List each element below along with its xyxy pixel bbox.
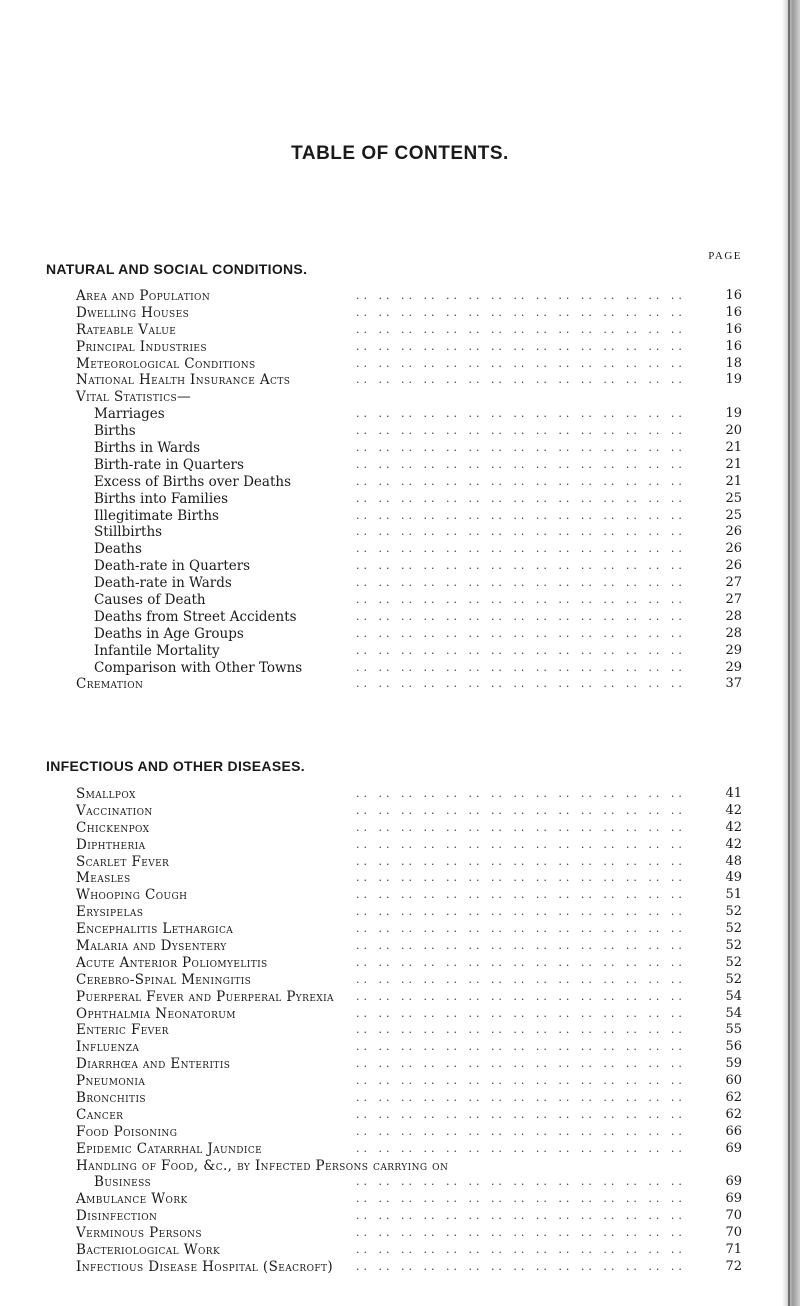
section-heading-natural: NATURAL AND SOCIAL CONDITIONS. xyxy=(46,261,308,277)
entry-title: Death-rate in Quarters xyxy=(94,558,253,575)
entry-page-number: 21 xyxy=(712,440,742,457)
dot-leader: .. .. .. .. .. .. .. .. .. .. .. .. .. .. .. xyxy=(356,441,686,455)
dot-leader: .. .. .. .. .. .. .. .. .. .. .. .. .. .. .. xyxy=(356,1141,686,1155)
entry-page-number: 59 xyxy=(712,1056,742,1073)
entry-title: Influenza xyxy=(76,1039,142,1056)
entry-page-number: 42 xyxy=(712,837,742,854)
entry-title: Measles xyxy=(76,870,134,887)
page-edge-line xyxy=(788,0,790,1306)
dot-leader: .. .. .. .. .. .. .. .. .. .. .. .. .. .. .. xyxy=(356,559,686,573)
contents-entry xyxy=(76,288,742,305)
entry-page-number: 41 xyxy=(712,786,742,803)
entry-page-number: 19 xyxy=(712,372,742,389)
entry-title: Infectious Disease Hospital (Seacroft) xyxy=(76,1259,336,1276)
entry-page-number: 21 xyxy=(712,474,742,491)
contents-entry xyxy=(76,643,742,660)
entry-page-number: 49 xyxy=(712,870,742,887)
contents-entry xyxy=(76,372,742,389)
entry-page-number: 26 xyxy=(712,558,742,575)
dot-leader: .. .. .. .. .. .. .. .. .. .. .. .. .. .. .. xyxy=(356,457,686,471)
dot-leader: .. .. .. .. .. .. .. .. .. .. .. .. .. .. .. xyxy=(356,837,686,851)
dot-leader: .. .. .. .. .. .. .. .. .. .. .. .. .. .. .. xyxy=(356,626,686,640)
contents-entry xyxy=(76,423,742,440)
entry-page-number: 37 xyxy=(712,676,742,693)
entry-title: Bacteriological Work xyxy=(76,1242,223,1259)
contents-entry xyxy=(76,406,742,423)
entry-page-number: 21 xyxy=(712,457,742,474)
entry-page-number: 72 xyxy=(712,1259,742,1276)
dot-leader: .. .. .. .. .. .. .. .. .. .. .. .. .. .. .. xyxy=(356,677,686,691)
contents-entry xyxy=(76,1141,742,1158)
contents-entry xyxy=(76,474,742,491)
dot-leader: .. .. .. .. .. .. .. .. .. .. .. .. .. .. .. xyxy=(356,1040,686,1054)
dot-leader: .. .. .. .. .. .. .. .. .. .. .. .. .. .. .. xyxy=(356,373,686,387)
entry-title: Rateable Value xyxy=(76,322,179,339)
entry-page-number: 25 xyxy=(712,491,742,508)
contents-entry xyxy=(76,854,742,871)
contents-entry xyxy=(76,389,742,406)
dot-leader: .. .. .. .. .. .. .. .. .. .. .. .. .. .. .. xyxy=(356,1006,686,1020)
dot-leader: .. .. .. .. .. .. .. .. .. .. .. .. .. .. .. xyxy=(356,609,686,623)
entry-title: Births into Families xyxy=(94,491,231,508)
page-title: TABLE OF CONTENTS. xyxy=(291,143,509,164)
entry-title: Stillbirths xyxy=(94,524,165,541)
contents-entry xyxy=(76,524,742,541)
contents-entry xyxy=(76,1191,742,1208)
entry-page-number: 70 xyxy=(712,1225,742,1242)
entry-page-number: 62 xyxy=(712,1090,742,1107)
dot-leader: .. .. .. .. .. .. .. .. .. .. .. .. .. .. .. xyxy=(356,939,686,953)
contents-entry xyxy=(76,575,742,592)
entry-page-number: 29 xyxy=(712,643,742,660)
entry-page-number: 29 xyxy=(712,660,742,677)
page-column-label: PAGE xyxy=(708,250,742,262)
entry-page-number: 66 xyxy=(712,1124,742,1141)
entry-page-number: 42 xyxy=(712,820,742,837)
dot-leader: .. .. .. .. .. .. .. .. .. .. .. .. .. .. .. xyxy=(356,905,686,919)
dot-leader: .. .. .. .. .. .. .. .. .. .. .. .. .. .. .. xyxy=(356,289,686,302)
entry-title: Illegitimate Births xyxy=(94,508,222,525)
contents-entry xyxy=(76,322,742,339)
entry-page-number: 16 xyxy=(712,339,742,356)
contents-entry xyxy=(76,1158,742,1175)
dot-leader: .. .. .. .. .. .. .. .. .. .. .. .. .. .. .. xyxy=(356,1023,686,1037)
entry-page-number: 69 xyxy=(712,1174,742,1191)
dot-leader: .. .. .. .. .. .. .. .. .. .. .. .. .. .. .. xyxy=(356,972,686,986)
contents-entry xyxy=(76,989,742,1006)
entry-page-number: 48 xyxy=(712,854,742,871)
entry-page-number: 69 xyxy=(712,1191,742,1208)
page-edge-shadow xyxy=(782,0,800,1306)
entry-title: Births in Wards xyxy=(94,440,203,457)
contents-entry xyxy=(76,837,742,854)
contents-entry xyxy=(76,938,742,955)
entry-title: Business xyxy=(94,1174,154,1191)
entry-title: Cremation xyxy=(76,676,146,693)
entry-title: Chickenpox xyxy=(76,820,152,837)
dot-leader: .. .. .. .. .. .. .. .. .. .. .. .. .. .. .. xyxy=(356,1192,686,1206)
contents-entry xyxy=(76,1174,742,1191)
entry-title: Puerperal Fever and Puerperal Pyrexia xyxy=(76,989,337,1006)
entry-title: Infantile Mortality xyxy=(94,643,223,660)
contents-entry xyxy=(76,356,742,373)
contents-entry xyxy=(76,904,742,921)
entry-page-number: 55 xyxy=(712,1022,742,1039)
dot-leader: .. .. .. .. .. .. .. .. .. .. .. .. .. .. .. xyxy=(356,322,686,336)
entry-title: Malaria and Dysentery xyxy=(76,938,230,955)
dot-leader: .. .. .. .. .. .. .. .. .. .. .. .. .. .. .. xyxy=(356,1057,686,1071)
entry-title: Cancer xyxy=(76,1107,126,1124)
entry-title: Marriages xyxy=(94,406,168,423)
section-heading-infectious: INFECTIOUS AND OTHER DISEASES. xyxy=(46,758,305,774)
entry-page-number: 16 xyxy=(712,288,742,305)
entry-title: Diphtheria xyxy=(76,837,149,854)
entry-title: Cerebro-Spinal Meningitis xyxy=(76,972,254,989)
entry-title: Encephalitis Lethargica xyxy=(76,921,236,938)
entry-page-number: 52 xyxy=(712,921,742,938)
entry-page-number: 52 xyxy=(712,955,742,972)
entry-page-number: 28 xyxy=(712,626,742,643)
contents-entry xyxy=(76,955,742,972)
dot-leader: .. .. .. .. .. .. .. .. .. .. .. .. .. .. .. xyxy=(356,803,686,817)
contents-entry xyxy=(76,541,742,558)
dot-leader: .. .. .. .. .. .. .. .. .. .. .. .. .. .. .. xyxy=(356,1091,686,1105)
entry-page-number: 19 xyxy=(712,406,742,423)
entry-page-number: 16 xyxy=(712,322,742,339)
dot-leader: .. .. .. .. .. .. .. .. .. .. .. .. .. .. .. xyxy=(356,356,686,370)
entry-page-number: 26 xyxy=(712,524,742,541)
entry-title: Ambulance Work xyxy=(76,1191,191,1208)
contents-entry xyxy=(76,1073,742,1090)
entry-title: Epidemic Catarrhal Jaundice xyxy=(76,1141,265,1158)
contents-entry xyxy=(76,820,742,837)
dot-leader: .. .. .. .. .. .. .. .. .. .. .. .. .. .. .. xyxy=(356,1209,686,1223)
dot-leader: .. .. .. .. .. .. .. .. .. .. .. .. .. .. .. xyxy=(356,854,686,868)
contents-entry xyxy=(76,626,742,643)
dot-leader: .. .. .. .. .. .. .. .. .. .. .. .. .. .. .. xyxy=(356,787,686,800)
contents-list-infectious xyxy=(76,786,742,1276)
entry-page-number: 70 xyxy=(712,1208,742,1225)
entry-title: Verminous Persons xyxy=(76,1225,205,1242)
entry-page-number: 52 xyxy=(712,972,742,989)
dot-leader: .. .. .. .. .. .. .. .. .. .. .. .. .. .. .. xyxy=(356,593,686,607)
contents-entry xyxy=(76,803,742,820)
entry-page-number: 27 xyxy=(712,575,742,592)
contents-entry xyxy=(76,1242,742,1259)
contents-entry xyxy=(76,1056,742,1073)
contents-entry xyxy=(76,972,742,989)
entry-page-number: 62 xyxy=(712,1107,742,1124)
entry-page-number: 18 xyxy=(712,356,742,373)
entry-page-number: 52 xyxy=(712,904,742,921)
entry-title: Smallpox xyxy=(76,786,139,803)
entry-page-number: 54 xyxy=(712,1006,742,1023)
entry-title: Comparison with Other Towns xyxy=(94,660,305,677)
contents-entry xyxy=(76,1225,742,1242)
contents-entry xyxy=(76,1107,742,1124)
entry-title: National Health Insurance Acts xyxy=(76,372,293,389)
entry-page-number: 69 xyxy=(712,1141,742,1158)
entry-title: Meteorological Conditions xyxy=(76,356,259,373)
entry-title: Handling of Food, &c., by Infected Persons carrying on xyxy=(76,1158,451,1175)
contents-entry xyxy=(76,457,742,474)
dot-leader: .. .. .. .. .. .. .. .. .. .. .. .. .. .. .. xyxy=(356,407,686,421)
entry-title: Dwelling Houses xyxy=(76,305,192,322)
entry-title: Ophthalmia Neonatorum xyxy=(76,1006,239,1023)
entry-title: Enteric Fever xyxy=(76,1022,172,1039)
contents-entry xyxy=(76,491,742,508)
dot-leader: .. .. .. .. .. .. .. .. .. .. .. .. .. .. .. xyxy=(356,643,686,657)
dot-leader: .. .. .. .. .. .. .. .. .. .. .. .. .. .. .. xyxy=(356,576,686,590)
entry-title: Area and Population xyxy=(76,288,213,305)
entry-page-number: 71 xyxy=(712,1242,742,1259)
dot-leader: .. .. .. .. .. .. .. .. .. .. .. .. .. .. .. xyxy=(356,1107,686,1121)
contents-entry xyxy=(76,887,742,904)
entry-page-number: 56 xyxy=(712,1039,742,1056)
entry-title: Birth-rate in Quarters xyxy=(94,457,247,474)
entry-page-number: 60 xyxy=(712,1073,742,1090)
dot-leader: .. .. .. .. .. .. .. .. .. .. .. .. .. .. .. xyxy=(356,339,686,353)
entry-page-number: 42 xyxy=(712,803,742,820)
dot-leader: .. .. .. .. .. .. .. .. .. .. .. .. .. .. .. xyxy=(356,491,686,505)
contents-entry xyxy=(76,558,742,575)
contents-entry xyxy=(76,440,742,457)
entry-page-number: 52 xyxy=(712,938,742,955)
contents-entry xyxy=(76,592,742,609)
dot-leader: .. .. .. .. .. .. .. .. .. .. .. .. .. .. .. xyxy=(356,1175,686,1189)
contents-list-natural xyxy=(76,288,742,693)
entry-page-number: 27 xyxy=(712,592,742,609)
contents-entry xyxy=(76,870,742,887)
entry-page-number: 54 xyxy=(712,989,742,1006)
entry-page-number: 26 xyxy=(712,541,742,558)
dot-leader: .. .. .. .. .. .. .. .. .. .. .. .. .. .. .. xyxy=(356,474,686,488)
entry-title: Disinfection xyxy=(76,1208,160,1225)
entry-title: Erysipelas xyxy=(76,904,146,921)
entry-title: Principal Industries xyxy=(76,339,210,356)
dot-leader: .. .. .. .. .. .. .. .. .. .. .. .. .. .. .. xyxy=(356,1226,686,1240)
contents-entry xyxy=(76,1124,742,1141)
dot-leader: .. .. .. .. .. .. .. .. .. .. .. .. .. .. .. xyxy=(356,820,686,834)
dot-leader: .. .. .. .. .. .. .. .. .. .. .. .. .. .. .. xyxy=(356,871,686,885)
dot-leader: .. .. .. .. .. .. .. .. .. .. .. .. .. .. .. xyxy=(356,542,686,556)
entry-page-number: 20 xyxy=(712,423,742,440)
dot-leader: .. .. .. .. .. .. .. .. .. .. .. .. .. .. .. xyxy=(356,424,686,438)
entry-title: Acute Anterior Poliomyelitis xyxy=(76,955,271,972)
dot-leader: .. .. .. .. .. .. .. .. .. .. .. .. .. .. .. xyxy=(356,922,686,936)
contents-entry xyxy=(76,1006,742,1023)
contents-entry xyxy=(76,1039,742,1056)
entry-title: Death-rate in Wards xyxy=(94,575,235,592)
entry-title: Whooping Cough xyxy=(76,887,190,904)
entry-title: Scarlet Fever xyxy=(76,854,172,871)
entry-title: Bronchitis xyxy=(76,1090,149,1107)
entry-page-number: 28 xyxy=(712,609,742,626)
entry-title: Pneumonia xyxy=(76,1073,148,1090)
contents-entry xyxy=(76,305,742,322)
entry-title: Diarrhœa and Enteritis xyxy=(76,1056,233,1073)
contents-entry xyxy=(76,921,742,938)
contents-entry xyxy=(76,676,742,693)
entry-title: Vaccination xyxy=(76,803,156,820)
dot-leader: .. .. .. .. .. .. .. .. .. .. .. .. .. .. .. xyxy=(356,989,686,1003)
contents-entry xyxy=(76,1022,742,1039)
entry-page-number: 51 xyxy=(712,887,742,904)
entry-title: Food Poisoning xyxy=(76,1124,180,1141)
entry-title: Deaths in Age Groups xyxy=(94,626,247,643)
dot-leader: .. .. .. .. .. .. .. .. .. .. .. .. .. .. .. xyxy=(356,525,686,539)
contents-entry xyxy=(76,339,742,356)
contents-entry xyxy=(76,1208,742,1225)
contents-entry xyxy=(76,1259,742,1276)
dot-leader: .. .. .. .. .. .. .. .. .. .. .. .. .. .. .. xyxy=(356,955,686,969)
entry-title: Births xyxy=(94,423,139,440)
dot-leader: .. .. .. .. .. .. .. .. .. .. .. .. .. .. .. xyxy=(356,305,686,319)
dot-leader: .. .. .. .. .. .. .. .. .. .. .. .. .. .. .. xyxy=(356,1259,686,1273)
dot-leader: .. .. .. .. .. .. .. .. .. .. .. .. .. .. .. xyxy=(356,1124,686,1138)
entry-title: Excess of Births over Deaths xyxy=(94,474,294,491)
contents-entry xyxy=(76,786,742,803)
dot-leader: .. .. .. .. .. .. .. .. .. .. .. .. .. .. .. xyxy=(356,888,686,902)
dot-leader: .. .. .. .. .. .. .. .. .. .. .. .. .. .. .. xyxy=(356,508,686,522)
entry-title: Deaths xyxy=(94,541,145,558)
contents-entry xyxy=(76,1090,742,1107)
entry-title: Causes of Death xyxy=(94,592,209,609)
contents-entry xyxy=(76,609,742,626)
dot-leader: .. .. .. .. .. .. .. .. .. .. .. .. .. .. .. xyxy=(356,1074,686,1088)
entry-title: Vital Statistics— xyxy=(76,389,194,406)
entry-title: Deaths from Street Accidents xyxy=(94,609,300,626)
dot-leader: .. .. .. .. .. .. .. .. .. .. .. .. .. .. .. xyxy=(356,1243,686,1257)
entry-page-number: 25 xyxy=(712,508,742,525)
entry-page-number: 16 xyxy=(712,305,742,322)
contents-entry xyxy=(76,660,742,677)
dot-leader: .. .. .. .. .. .. .. .. .. .. .. .. .. .. .. xyxy=(356,660,686,674)
contents-entry xyxy=(76,508,742,525)
